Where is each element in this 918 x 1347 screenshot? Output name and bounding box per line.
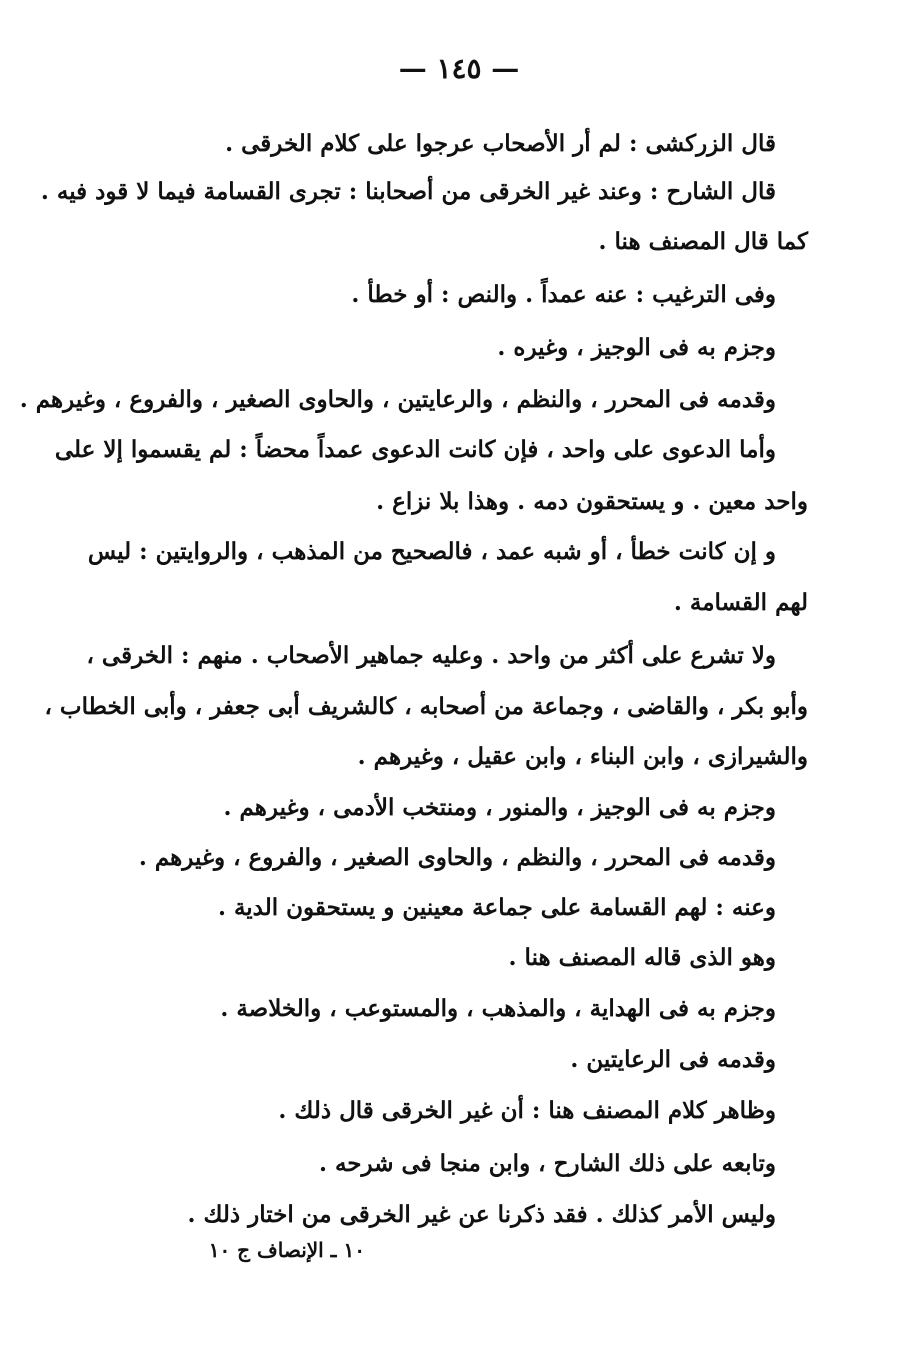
text-line: وهو الذى قاله المصنف هنا . — [508, 944, 776, 971]
page-footer: ١٠ ـ الإنصاف ج ١٠ — [208, 1238, 365, 1262]
text-line: و إن كانت خطأ ، أو شبه عمد ، فالصحيح من المذهب ، والروايتين : ليس — [87, 538, 776, 565]
text-line: واحد معين . و يستحقون دمه . وهذا بلا نزاع . — [376, 488, 808, 515]
text-line: وعنه : لهم القسامة على جماعة معينين و يستحقون الدية . — [217, 894, 776, 921]
text-line: كما قال المصنف هنا . — [598, 228, 808, 255]
text-line: وجزم به فى الوجيز ، وغيره . — [497, 334, 776, 361]
page-number: — ١٤٥ — — [398, 52, 520, 85]
text-line: وأبو بكر ، والقاضى ، وجماعة من أصحابه ، كالشريف أبى جعفر ، وأبى الخطاب ، — [44, 693, 808, 720]
text-line: لهم القسامة . — [673, 589, 808, 616]
text-line: ولا تشرع على أكثر من واحد . وعليه جماهير الأصحاب . منهم : الخرقى ، — [86, 642, 776, 669]
text-line: وظاهر كلام المصنف هنا : أن غير الخرقى قال ذلك . — [278, 1097, 776, 1124]
text-line: وقدمه فى المحرر ، والنظم ، والرعايتين ، والحاوى الصغير ، والفروع ، وغيرهم . — [19, 386, 776, 413]
text-line: وقدمه فى الرعايتين . — [570, 1046, 776, 1073]
text-line: وليس الأمر كذلك . فقد ذكرنا عن غير الخرقى من اختار ذلك . — [187, 1201, 776, 1228]
text-line: وتابعه على ذلك الشارح ، وابن منجا فى شرحه . — [318, 1150, 776, 1177]
text-line: قال الزركشى : لم أر الأصحاب عرجوا على كلام الخرقى . — [225, 130, 776, 157]
text-line: قال الشارح : وعند غير الخرقى من أصحابنا : تجرى القسامة فيما لا قود فيه . — [40, 178, 776, 205]
text-line: والشيرازى ، وابن البناء ، وابن عقيل ، وغيرهم . — [357, 743, 808, 770]
text-line: وجزم به فى الهداية ، والمذهب ، والمستوعب ، والخلاصة . — [220, 995, 776, 1022]
text-line: وجزم به فى الوجيز ، والمنور ، ومنتخب الأدمى ، وغيرهم . — [223, 794, 776, 821]
text-line: وأما الدعوى على واحد ، فإن كانت الدعوى عمداً محضاً : لم يقسموا إلا على — [54, 436, 776, 463]
text-line: وفى الترغيب : عنه عمداً . والنص : أو خطأ . — [351, 281, 776, 308]
text-line: وقدمه فى المحرر ، والنظم ، والحاوى الصغير ، والفروع ، وغيرهم . — [138, 844, 776, 871]
